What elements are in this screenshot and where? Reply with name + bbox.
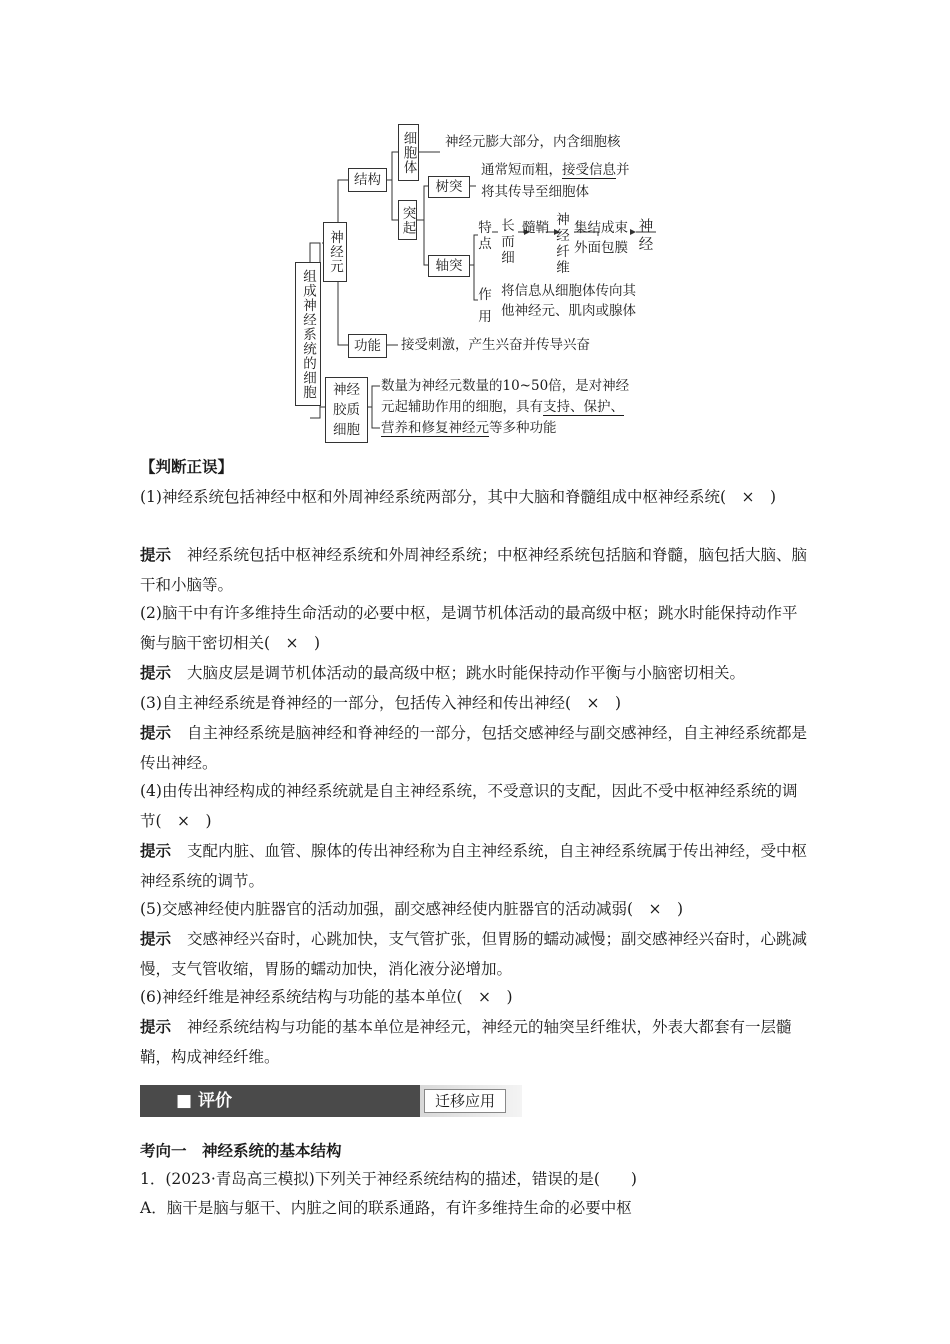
axon-box (428, 255, 470, 277)
tip-label: 提示 (140, 1018, 172, 1036)
dendrite-label: 树突 (435, 179, 463, 195)
neuron-label: 神经元 (327, 230, 343, 274)
question-1: (1)神经系统包括神经中枢和外周神经系统两部分，其中大脑和脊髓组成中枢神经系统( × ) (140, 488, 777, 506)
evaluation-banner (140, 1085, 522, 1117)
structure-label: 结构 (354, 172, 381, 188)
tip-label: 提示 (140, 842, 172, 860)
banner-left-text: ■ 评价 (176, 1091, 232, 1111)
question-2: (2)脑干中有许多维持生命活动的必要中枢，是调节机体活动的最高级中枢；跳水时能保持动作平衡与脑干密切相关( × ) (140, 604, 798, 652)
tip-3 (140, 718, 812, 778)
question-4: (4)由传出神经构成的神经系统就是自主神经系统，不受意识的支配，因此不受中枢神经系统的调节( × ) (140, 782, 798, 830)
role-desc-1: 将信息从细胞体传向其 (501, 283, 636, 299)
function-box (348, 334, 387, 358)
neuron-box (323, 222, 347, 282)
process-label: 突起 (399, 205, 416, 235)
glia-desc-3-underlined: 营养和修复神经元 (381, 420, 489, 436)
bundle-2: 外面包膜 (574, 240, 628, 256)
function-label: 功能 (354, 338, 381, 354)
dendrite-desc-1-underlined: 接受信息 (562, 162, 616, 178)
glia-desc-1: 数量为神经元数量的10~50倍，是对神经 (381, 378, 630, 394)
role-label: 作用 (478, 287, 492, 325)
glia-label: 神经胶质细胞 (333, 382, 360, 438)
glia-desc-line-2 (381, 399, 624, 415)
banner-left-label (140, 1089, 280, 1113)
root-box (295, 262, 321, 406)
dendrite-desc-1: 通常短而粗， (481, 162, 562, 178)
tip-label: 提示 (140, 724, 172, 742)
practice-option-a: A．脑干是脑与躯干、内脏之间的联系通路，有许多维持生命的必要中枢 (140, 1199, 632, 1217)
tip-2 (140, 658, 812, 688)
tip-1-text: 神经系统包括中枢神经系统和外周神经系统；中枢神经系统包括脑和脊髓，脑包括大脑、脑干和小脑等。 (140, 546, 808, 594)
glia-desc-3: 等多种功能 (489, 420, 557, 436)
dendrite-desc-line-1 (481, 162, 630, 178)
nerve-label: 神经 (638, 219, 654, 253)
root-label: 组成神经系统的细胞 (300, 268, 316, 400)
dendrite-desc-1-tail: 并 (616, 162, 630, 178)
glia-box (325, 377, 368, 443)
tip-3-text: 自主神经系统是脑神经和脊神经的一部分，包括交感神经与副交感神经，自主神经系统都是传出神经。 (140, 724, 808, 772)
feature-label: 特点 (478, 220, 492, 252)
tip-label: 提示 (140, 930, 172, 948)
role-desc-2: 他神经元、肌肉或腺体 (501, 303, 636, 319)
function-desc: 接受刺激，产生兴奋并传导兴奋 (401, 337, 590, 353)
soma-label: 细胞体 (400, 130, 417, 175)
practice-heading: 考向一 神经系统的基本结构 (140, 1142, 342, 1160)
soma-box (398, 124, 419, 181)
axon-label: 轴突 (435, 258, 463, 274)
glia-desc-2-underlined: 支持、保护、 (543, 399, 624, 415)
tip-6-text: 神经系统结构与功能的基本单位是神经元，神经元的轴突呈纤维状，外表大都套有一层髓鞘，构成神经纤维。 (140, 1018, 792, 1066)
tip-6 (140, 1012, 812, 1072)
banner-right-label: 迁移应用 (424, 1089, 506, 1113)
glia-desc-line-3 (381, 420, 557, 436)
tip-label: 提示 (140, 546, 172, 564)
dendrite-box (428, 176, 470, 198)
structure-box (348, 168, 387, 192)
tip-1 (140, 540, 812, 600)
question-6: (6)神经纤维是神经系统结构与功能的基本单位( × ) (140, 988, 513, 1006)
tip-2-text: 大脑皮层是调节机体活动的最高级中枢；跳水时能保持动作平衡与小脑密切相关。 (187, 664, 746, 682)
nerve-fiber-label: 神经纤维 (556, 212, 570, 276)
bundle-1: 集结成束 (574, 220, 628, 236)
tip-label: 提示 (140, 664, 172, 682)
tip-4 (140, 836, 812, 896)
soma-desc: 神经元膨大部分，内含细胞核 (445, 134, 621, 150)
tip-4-text: 支配内脏、血管、腺体的传出神经称为自主神经系统，自主神经系统属于传出神经，受中枢神经系统的调节。 (140, 842, 808, 890)
question-5: (5)交感神经使内脏器官的活动加强，副交感神经使内脏器官的活动减弱( × ) (140, 900, 684, 918)
tip-5-text: 交感神经兴奋时，心跳加快，支气管扩张，但胃肠的蠕动减慢；副交感神经兴奋时，心跳减慢，支气管收缩，胃肠的蠕动加快，消化液分泌增加。 (140, 930, 808, 978)
practice-question: 1．(2023·青岛高三模拟)下列关于神经系统结构的描述，错误的是( ) (140, 1170, 637, 1188)
long-thin-label: 长而细 (501, 218, 515, 266)
tip-5 (140, 924, 812, 984)
section-title: 【判断正误】 (140, 458, 234, 476)
glia-desc-2: 元起辅助作用的细胞，具有 (381, 399, 543, 415)
question-3: (3)自主神经系统是脊神经的一部分，包括传入神经和传出神经( × ) (140, 694, 622, 712)
dendrite-desc-2: 将其传导至细胞体 (481, 184, 589, 200)
myelin-label: 髓鞘 (522, 220, 549, 236)
process-box (398, 200, 417, 240)
